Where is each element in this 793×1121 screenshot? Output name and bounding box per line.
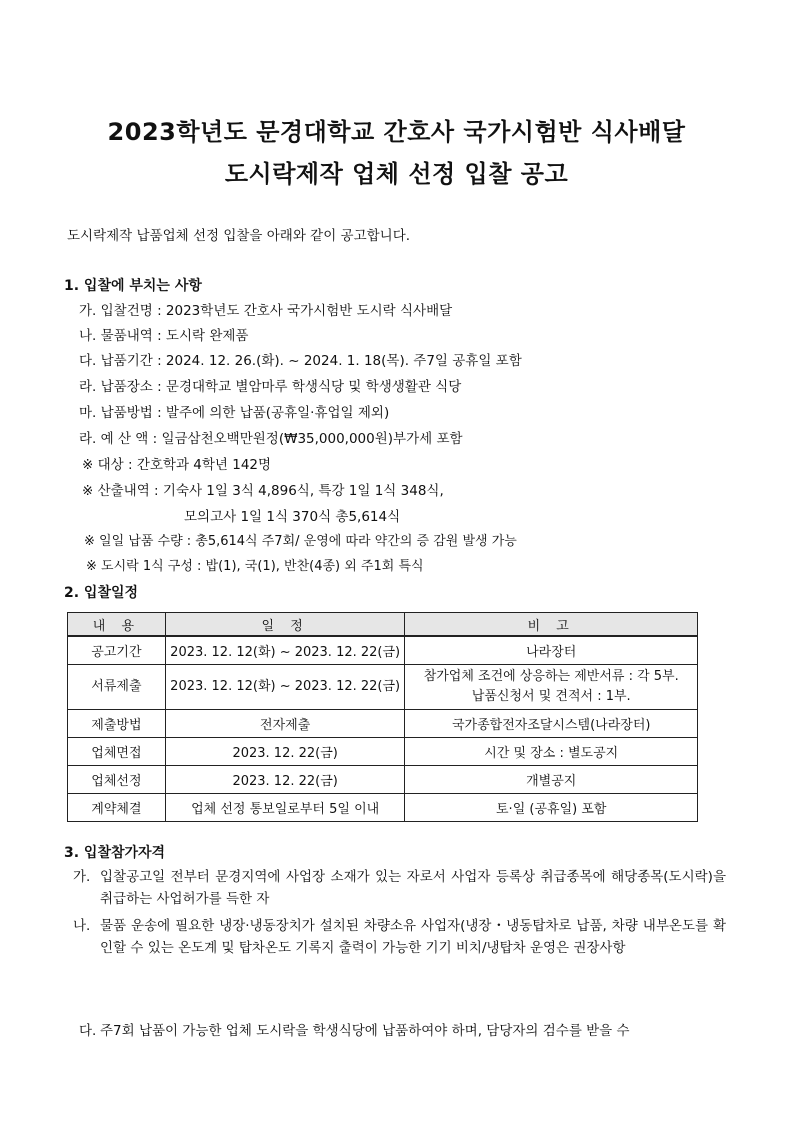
section3-item-marker: 가. xyxy=(73,869,91,885)
column-header: 내 용 xyxy=(68,613,166,637)
section3-item-marker: 나. xyxy=(73,918,91,934)
section1-heading: 1. 입찰에 부치는 사항 xyxy=(64,278,202,294)
table-cell-schedule: 2023. 12. 22(금) xyxy=(165,766,405,794)
section1-item: 마. 납품방법 : 발주에 의한 납품(공휴일·휴업일 제외) xyxy=(79,405,390,421)
table-row xyxy=(68,665,698,710)
table-cell-note: 개별공지 xyxy=(405,766,698,794)
table-cell-item: 업체선정 xyxy=(68,766,166,794)
table-cell-schedule: 업체 선정 통보일로부터 5일 이내 xyxy=(165,794,405,822)
table-row xyxy=(68,766,698,794)
section3-item-text: 입찰공고일 전부터 문경지역에 사업장 소재가 있는 자로서 사업자 등록상 취급종목에 해당종목(도시락)을 취급하는 사업허가를 득한 자 xyxy=(100,869,726,907)
section1-note-continued: 모의고사 1일 1식 370식 총5,614식 xyxy=(184,509,401,525)
table-cell-schedule: 2023. 12. 12(화) ~ 2023. 12. 22(금) xyxy=(165,665,405,710)
table-cell-item: 계약체결 xyxy=(68,794,166,822)
section3-item-text: 주7회 납품이 가능한 업체 도시락을 학생식당에 납품하여야 하며, 담당자의 검수를 받을 수 xyxy=(100,1023,630,1039)
section1-note: ※ 산출내역 : 기숙사 1일 3식 4,896식, 특강 1일 1식 348식, xyxy=(82,483,444,499)
column-header: 비 고 xyxy=(405,613,698,637)
table-cell-schedule: 2023. 12. 22(금) xyxy=(165,738,405,766)
section3-item-text: 물품 운송에 필요한 냉장·냉동장치가 설치된 차량소유 사업자(냉장・냉동탑차로 납품, 차량 내부온도를 확인할 수 있는 온도계 및 탑차온도 기록지 출력이 가능한 기기 비치/냉탑차 운영은 권장사항 xyxy=(100,918,726,956)
column-header: 일 정 xyxy=(165,613,405,637)
table-cell-note: 토·일 (공휴일) 포함 xyxy=(405,794,698,822)
section1-item: 나. 물품내역 : 도시락 완제품 xyxy=(79,328,249,344)
section1-item: 라. 납품장소 : 문경대학교 별암마루 학생식당 및 학생생활관 식당 xyxy=(79,379,462,395)
page-title: 2023학년도 문경대학교 간호사 국가시험반 식사배달 xyxy=(107,118,686,146)
table-cell-item: 공고기간 xyxy=(68,636,166,665)
page-subtitle: 도시락제작 업체 선정 입찰 공고 xyxy=(224,160,569,188)
section1-note: ※ 일일 납품 수량 : 총5,614식 주7회/ 운영에 따라 약간의 증 감원 발생 가능 xyxy=(84,534,517,549)
table-row xyxy=(68,710,698,738)
table-cell-note: 시간 및 장소 : 별도공지 xyxy=(405,738,698,766)
section1-item: 가. 입찰건명 : 2023학년도 간호사 국가시험반 도시락 식사배달 xyxy=(79,303,453,319)
table-cell-schedule: 전자제출 xyxy=(165,710,405,738)
table-cell-note-line: 참가업체 조건에 상응하는 제반서류 : 각 5부. xyxy=(423,669,679,684)
table-cell-item: 업체면접 xyxy=(68,738,166,766)
schedule-table xyxy=(67,612,698,822)
section3-item-marker: 다. xyxy=(79,1023,97,1039)
table-cell-note xyxy=(405,665,698,710)
section2-heading: 2. 입찰일정 xyxy=(64,585,139,601)
section1-item: 라. 예 산 액 : 일금삼천오백만원정(₩35,000,000원)부가세 포함 xyxy=(79,431,463,447)
table-cell-note: 국가종합전자조달시스템(나라장터) xyxy=(405,710,698,738)
table-header-row xyxy=(68,613,698,637)
table-cell-item: 제출방법 xyxy=(68,710,166,738)
section1-note: ※ 대상 : 간호학과 4학년 142명 xyxy=(82,457,272,473)
table-row xyxy=(68,794,698,822)
table-cell-note-line: 납품신청서 및 견적서 : 1부. xyxy=(471,689,631,704)
section3-heading: 3. 입찰참가자격 xyxy=(64,845,166,861)
intro-text: 도시락제작 납품업체 선정 입찰을 아래와 같이 공고합니다. xyxy=(67,228,411,244)
table-cell-item: 서류제출 xyxy=(68,665,166,710)
table-row xyxy=(68,738,698,766)
table-cell-schedule: 2023. 12. 12(화) ~ 2023. 12. 22(금) xyxy=(165,636,405,665)
table-cell-note: 나라장터 xyxy=(405,636,698,665)
section1-item: 다. 납품기간 : 2024. 12. 26.(화). ~ 2024. 1. 18(목). 주7일 공휴일 포함 xyxy=(79,353,522,369)
table-row xyxy=(68,636,698,665)
section1-note: ※ 도시락 1식 구성 : 밥(1), 국(1), 반찬(4종) 외 주1회 특식 xyxy=(86,559,424,574)
